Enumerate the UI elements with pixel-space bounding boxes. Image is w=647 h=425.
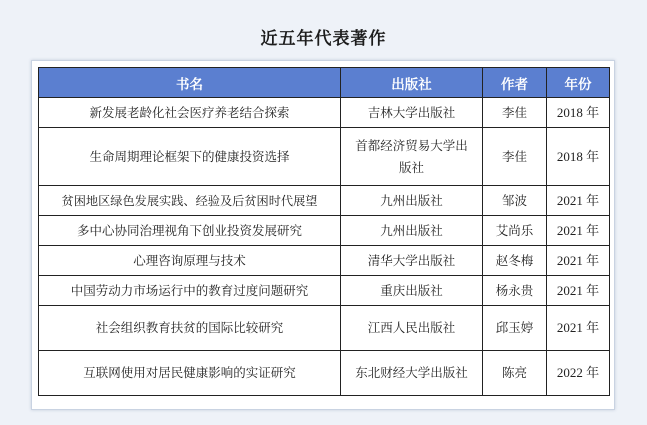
book-title-cell: 生命周期理论框架下的健康投资选择 — [39, 128, 341, 186]
book-title-cell: 新发展老龄化社会医疗养老结合探索 — [39, 98, 341, 128]
year-cell: 2018 年 — [547, 98, 610, 128]
table-row — [39, 216, 610, 246]
books-table — [38, 67, 610, 396]
table-row — [39, 186, 610, 216]
book-title-cell: 中国劳动力市场运行中的教育过度问题研究 — [39, 276, 341, 306]
author-cell: 陈亮 — [483, 351, 547, 396]
table-row — [39, 246, 610, 276]
column-header-publisher: 出版社 — [341, 68, 483, 98]
book-title-cell: 多中心协同治理视角下创业投资发展研究 — [39, 216, 341, 246]
year-cell: 2021 年 — [547, 306, 610, 351]
publisher-cell: 重庆出版社 — [341, 276, 483, 306]
year-cell: 2021 年 — [547, 216, 610, 246]
author-cell: 邱玉婷 — [483, 306, 547, 351]
column-header-year: 年份 — [547, 68, 610, 98]
publisher-cell: 东北财经大学出版社 — [341, 351, 483, 396]
author-cell: 邹波 — [483, 186, 547, 216]
table-row — [39, 306, 610, 351]
author-cell: 杨永贵 — [483, 276, 547, 306]
author-cell: 赵冬梅 — [483, 246, 547, 276]
column-header-author: 作者 — [483, 68, 547, 98]
books-card — [31, 60, 615, 410]
year-cell: 2018 年 — [547, 128, 610, 186]
column-header-book: 书名 — [39, 68, 341, 98]
publisher-cell: 吉林大学出版社 — [341, 98, 483, 128]
author-cell: 李佳 — [483, 128, 547, 186]
year-cell: 2021 年 — [547, 186, 610, 216]
publisher-cell: 九州出版社 — [341, 186, 483, 216]
book-title-cell: 互联网使用对居民健康影响的实证研究 — [39, 351, 341, 396]
year-cell: 2021 年 — [547, 276, 610, 306]
year-cell: 2022 年 — [547, 351, 610, 396]
table-row — [39, 351, 610, 396]
publisher-cell: 九州出版社 — [341, 216, 483, 246]
table-header-row — [39, 68, 610, 98]
author-cell: 李佳 — [483, 98, 547, 128]
author-cell: 艾尚乐 — [483, 216, 547, 246]
table-row — [39, 276, 610, 306]
table-row — [39, 128, 610, 186]
publisher-cell: 清华大学出版社 — [341, 246, 483, 276]
book-title-cell: 贫困地区绿色发展实践、经验及后贫困时代展望 — [39, 186, 341, 216]
publisher-cell: 首都经济贸易大学出版社 — [341, 128, 483, 186]
book-title-cell: 社会组织教育扶贫的国际比较研究 — [39, 306, 341, 351]
year-cell: 2021 年 — [547, 246, 610, 276]
publisher-cell: 江西人民出版社 — [341, 306, 483, 351]
book-title-cell: 心理咨询原理与技术 — [39, 246, 341, 276]
page-title: 近五年代表著作 — [260, 29, 387, 49]
table-row — [39, 98, 610, 128]
